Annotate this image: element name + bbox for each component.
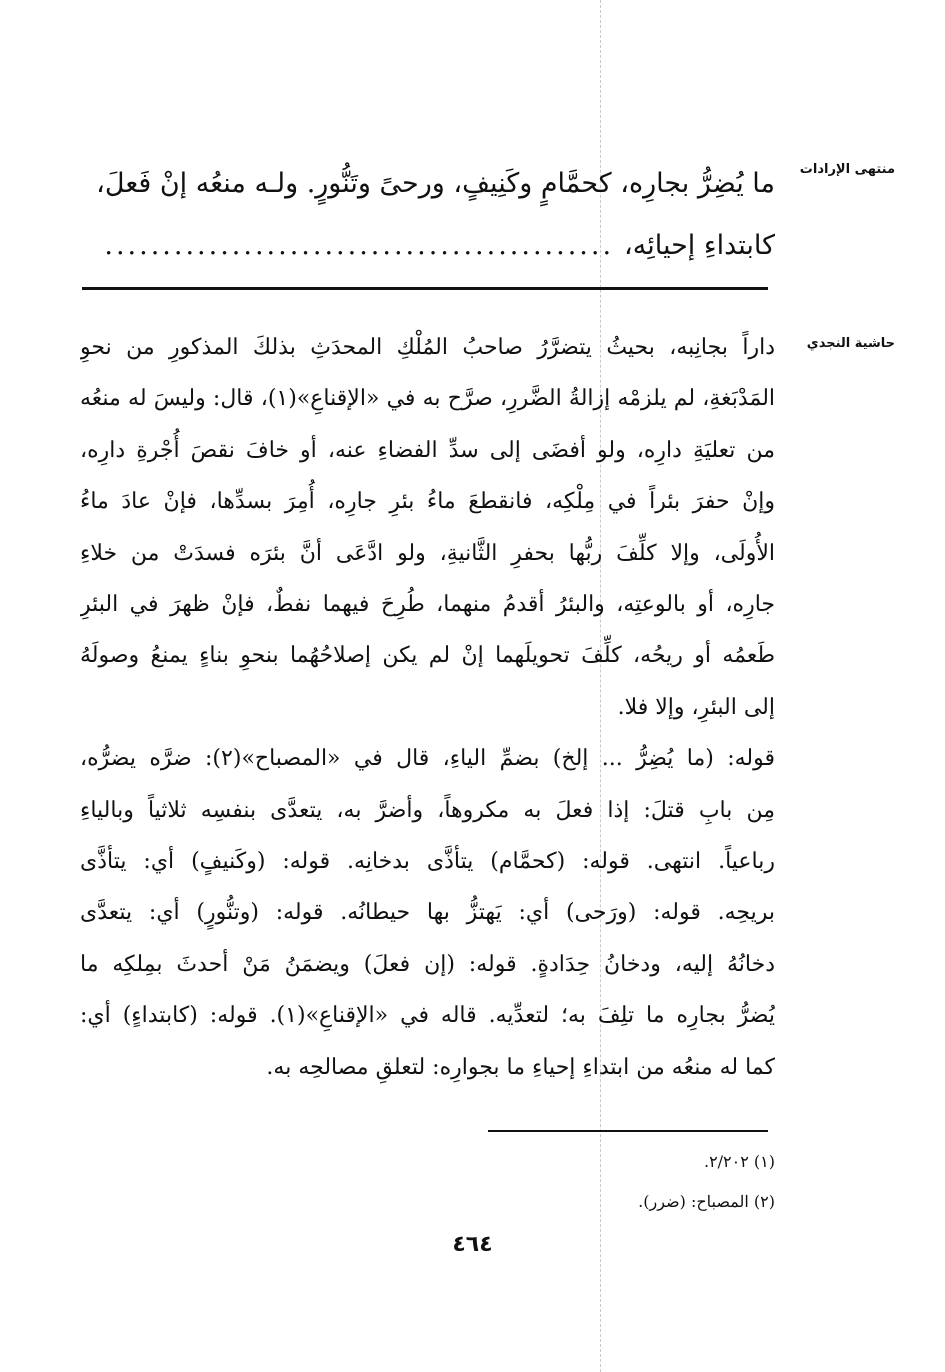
commentary-line: داراً بجانِبه، بحيثُ يتضرَّرُ صاحبُ المُلْكِ المحدَثِ بذلكَ المذكورِ من نحوِ <box>80 335 775 360</box>
hashiya-source-label: حاشية النجدي <box>806 336 895 351</box>
commentary-line: كما له منعُه من ابتداءِ إحياءِ ما بجوارِه: لتعلقِ مصالحِه به. <box>266 1054 775 1080</box>
commentary-line: قوله: (ما يُضِرُّ ... إلخ) بضمِّ الياءِ، قال في «المصباح»(٢): ضرَّه يضرُّه، <box>80 746 775 772</box>
commentary-line: يُضرُّ بجارِه ما تلِفَ به؛ لتعدِّيه. قاله في «الإقناعِ»(١). قوله: (كابتداءٍ) أي: <box>80 1003 775 1029</box>
matn-line: ما يُضِرُّ بجارِه، كحمَّامٍ وكَنِيفٍ، ورحىً وتَنُّورٍ. ولـه منعُه إنْ فَعلَ، <box>96 168 775 199</box>
commentary-line: وإنْ حفرَ بئراً في مِلْكِه، فانقطعَ ماءُ بئرِ جارِه، أُمِرَ بسدِّها، فإنْ عادَ ماءُ <box>80 489 775 515</box>
footnote-2: (٢) المصباح: (ضرر). <box>638 1192 775 1211</box>
matn-text-block <box>80 153 775 277</box>
footnote-1: (١) ٢/٢٠٢. <box>703 1152 775 1171</box>
commentary-line: إلى البئرِ، وإلا فلا. <box>617 694 775 720</box>
commentary-line: جارِه، أو بالوعتِه، والبئرُ أقدمُ منهما، طُرِحَ فيهما نفطٌ، فإنْ ظهرَ في البئرِ <box>80 592 775 618</box>
commentary-line: بريحِه. قوله: (ورَحى) أي: يَهتزُّ بها حيطانُه. قوله: (وتنُّورٍ) أي: يتعدَّى <box>80 900 775 926</box>
section-divider <box>82 287 768 290</box>
page-number: ٤٦٤ <box>452 1232 493 1257</box>
commentary-line: رباعياً. انتهى. قوله: (كحمَّام) يتأذَّى بدخانِه. قوله: (وكَنيفٍ) أي: يتأذَّى <box>80 849 775 875</box>
footnote-divider <box>488 1130 768 1132</box>
commentary-line: مِن بابِ قتلَ: إذا فعلَ به مكروهاً، وأضرَّ به، يتعدَّى بنفسِه ثلاثياً وبالياءِ <box>80 797 775 823</box>
commentary-line: من تعليَةِ دارِه، ولو أفضَى إلى سدِّ الفضاءِ عنه، أو خافَ نقصَ أُجْرةِ دارِه، <box>80 437 775 463</box>
commentary-line: المَدْبَغةِ، لم يلزمْه إزالةُ الضَّررِ، صرَّح به في «الإقناعِ»(١)، قال: وليسَ له منعُه <box>80 386 775 412</box>
matn-line <box>80 215 775 277</box>
commentary-line: الأُولَى، وإلا كلِّفَ ربُّها بحفرِ الثَّانيةِ، ولو ادَّعَى أنَّ بئرَه فسدَتْ من خلاءِ <box>80 540 775 566</box>
matn-dots: ............................................ <box>104 230 615 261</box>
matn-line-text: كابتداءِ إحيائِه، <box>624 230 775 261</box>
commentary-line: طَعمُه أو ريحُه، كلِّفَ تحويلَهما إنْ لم يكن إصلاحُهُما بنحوِ بناءٍ يمنعُ وصولَهُ <box>80 643 775 669</box>
commentary-line: دخانُهُ إليه، ودخانُ حِدَادةٍ. قوله: (إن فعلَ) ويضمَنُ مَنْ أحدثَ بمِلكِه ما <box>80 951 775 977</box>
matn-source-label: منتهى الإرادات <box>799 162 895 177</box>
commentary-text-block <box>80 322 775 1093</box>
